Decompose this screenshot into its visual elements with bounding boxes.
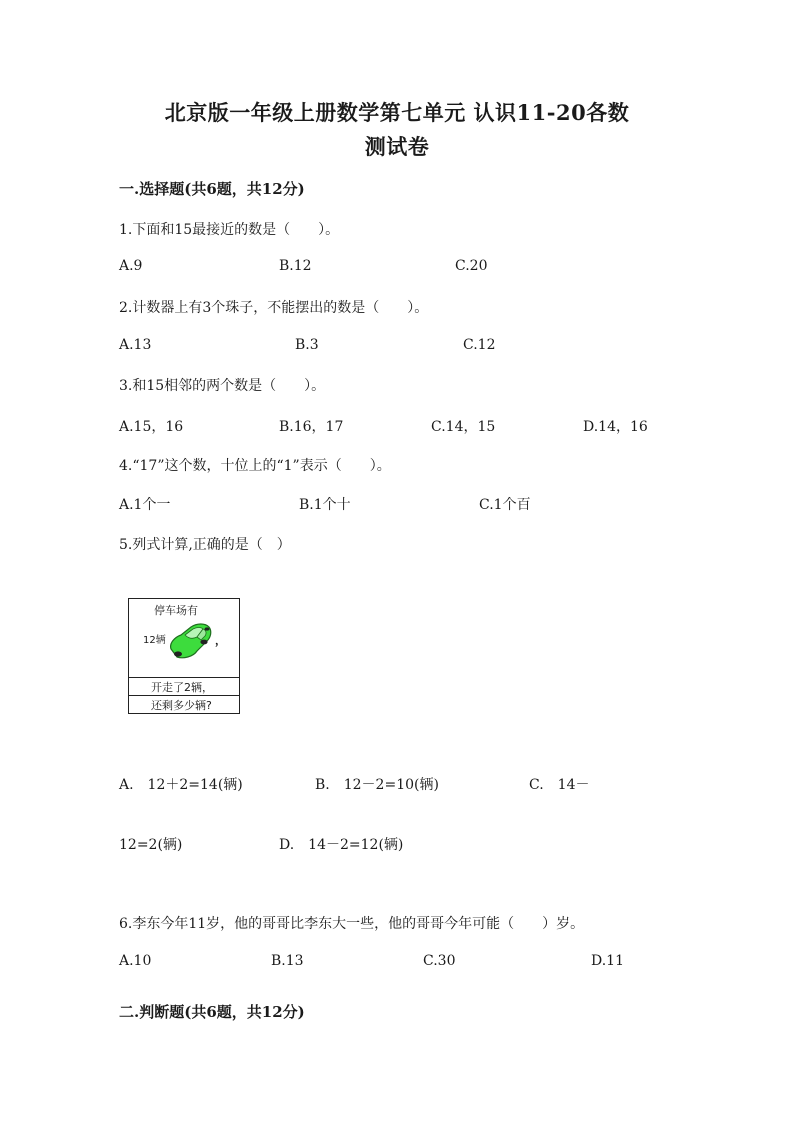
q4-option-c: C.1个百 xyxy=(479,497,531,513)
question-1: 1.下面和15最接近的数是（ ）。 xyxy=(119,222,340,238)
q3-option-a: A.15，16 xyxy=(119,419,184,435)
question-6: 6.李东今年11岁，他的哥哥比李东大一些，他的哥哥今年可能（ ）岁。 xyxy=(119,916,585,932)
q5-option-c-continued: 12=2(辆) xyxy=(119,837,183,853)
q5-option-c: C. 14－ xyxy=(529,777,590,793)
question-5: 5.列式计算,正确的是（ ） xyxy=(119,537,291,553)
figure-top-cell xyxy=(129,599,239,678)
section-heading-judgement: 二.判断题(共6题，共12分) xyxy=(119,1003,305,1021)
question-3: 3.和15相邻的两个数是（ ）。 xyxy=(119,378,326,394)
question-4: 4.“17”这个数，十位上的“1”表示（ ）。 xyxy=(119,458,391,474)
q3-option-d: D.14，16 xyxy=(583,419,648,435)
parking-lot-figure xyxy=(128,598,240,714)
q5-option-d: D. 14－2=12(辆) xyxy=(279,837,404,853)
question-2: 2.计数器上有3个珠子，不能摆出的数是（ ）。 xyxy=(119,300,429,316)
figure-car-count: 12辆 xyxy=(143,635,166,646)
q3-option-c: C.14，15 xyxy=(431,419,496,435)
q1-option-a: A.9 xyxy=(119,258,143,274)
q1-option-b: B.12 xyxy=(279,258,312,274)
q6-option-a: A.10 xyxy=(119,953,152,969)
figure-parking-label: 停车场有 xyxy=(154,604,198,617)
q1-option-c: C.20 xyxy=(455,258,488,274)
q3-option-b: B.16，17 xyxy=(279,419,344,435)
car-icon xyxy=(167,619,213,661)
figure-question-text: 还剩多少辆? xyxy=(151,699,212,712)
figure-row-question xyxy=(129,695,239,714)
figure-comma: ， xyxy=(215,634,226,647)
q5-option-b: B. 12－2=10(辆) xyxy=(315,777,439,793)
figure-row-driven-away xyxy=(129,677,239,696)
q2-option-b: B.3 xyxy=(295,337,319,353)
q2-option-a: A.13 xyxy=(119,337,152,353)
page-title-line1: 北京版一年级上册数学第七单元 认识11-20各数 xyxy=(164,100,630,125)
section-heading-choice: 一.选择题(共6题，共12分) xyxy=(119,180,305,198)
q6-option-c: C.30 xyxy=(423,953,456,969)
q6-option-b: B.13 xyxy=(271,953,304,969)
q4-option-a: A.1个一 xyxy=(119,497,171,513)
q4-option-b: B.1个十 xyxy=(299,497,351,513)
q2-option-c: C.12 xyxy=(463,337,496,353)
figure-driven-away-text: 开走了2辆， xyxy=(151,681,213,694)
page-title-line2: 测试卷 xyxy=(364,134,430,159)
q5-option-a: A. 12＋2=14(辆) xyxy=(119,777,243,793)
q6-option-d: D.11 xyxy=(591,953,624,969)
